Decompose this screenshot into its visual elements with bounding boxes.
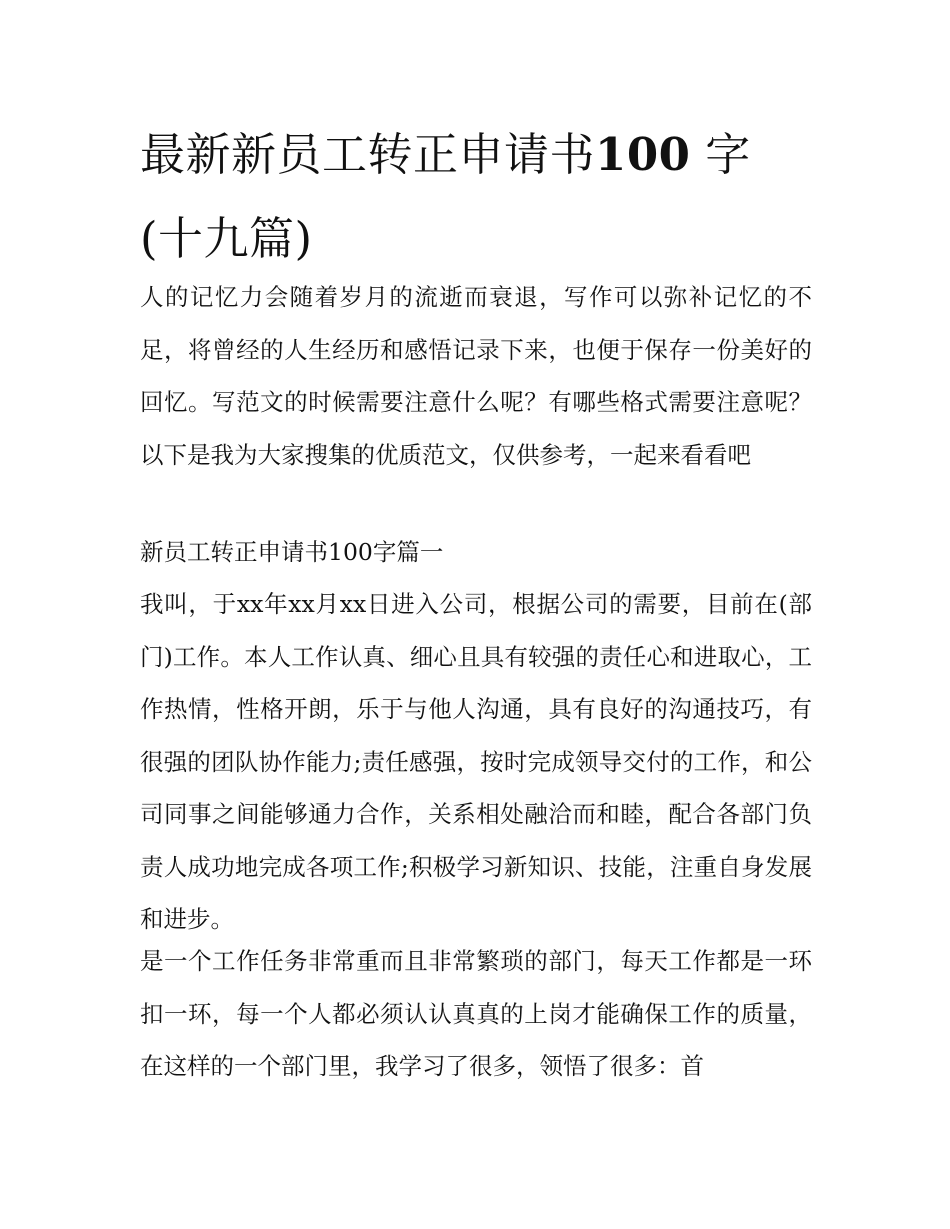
title-number: 100 (595, 128, 691, 181)
body-paragraph-1: 我叫，于xx年xx月xx日进入公司，根据公司的需要，目前在(部门)工作。本人工作认真、细心且具有较强的责任心和进取心，工作热情，性格开朗，乐于与他人沟通，具有良好的沟通技巧，有很强的团队协作能力;责任感强，按时完成领导交付的工作，和公司同事之间能够通力合作，关系相处融洽而和睦，配合各部门负责人成功地完成各项工作;积极学习新知识、技能，注重自身发展和进步。 (140, 590, 812, 933)
section-heading: 新员工转正申请书100字篇一 (140, 538, 444, 566)
body-paragraph-2: 是一个工作任务非常重而且非常繁琐的部门，每天工作都是一环扣一环，每一个人都必须认认真真的上岗才能确保工作的质量，在这样的一个部门里，我学习了很多，领悟了很多：首 (140, 947, 812, 1080)
title-text-end: 字 (705, 128, 751, 181)
document-title (140, 113, 820, 281)
intro-paragraph: 人的记忆力会随着岁月的流逝而衰退，写作可以弥补记忆的不足，将曾经的人生经历和感悟记录下来，也便于保存一份美好的回忆。写范文的时候需要注意什么呢？有哪些格式需要注意呢？以下是我为大家搜集的优质范文，仅供参考，一起来看看吧 (140, 283, 812, 469)
title-text: 最新新员工转正申请书 (140, 128, 596, 181)
title-subtitle: (十九篇) (140, 212, 313, 265)
